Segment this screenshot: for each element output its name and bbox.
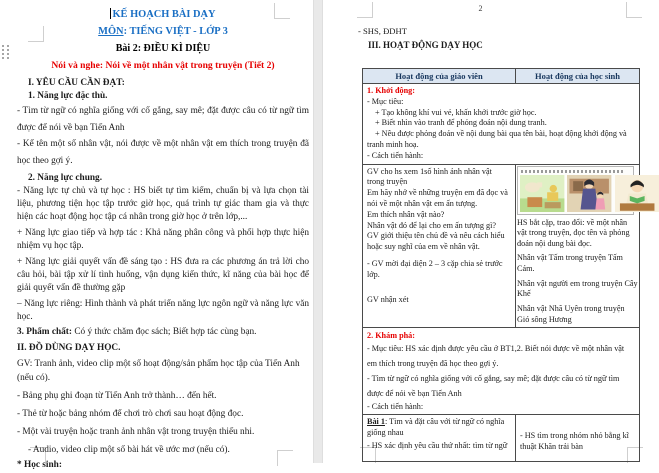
paragraph: + Năng lực giải quyết vấn đề sáng tạo : HS đưa ra các phương án trả lời cho câu hỏi, bài tập xử lí tình huống, vận dụng kiến thức, kĩ năng của bài học để giải quyết vấn đề thường gặp [17,257,309,293]
page-2[interactable] [323,0,650,463]
goal-line: - Tìm từ ngữ có nghĩa giống với cố gắng, say mê; đặt được câu có từ ngữ tìm được để nói về bạn Tiến Anh [367,373,620,398]
warmup-section-title: 1. Khởi động: [367,86,415,95]
paragraph: - Một vài truyện hoặc tranh ảnh nhân vật trong truyện thiếu nhi. [17,426,255,437]
goat-story-panel-image [520,175,564,212]
goal-line: - Mục tiêu: HS xác định được yêu cầu ở BT1,2. Biết nói được về một nhân vật em thích trong truyện đã học theo gợi ý. [367,343,625,368]
section-heading-3: III. HOẠT ĐỘNG DẠY HỌC [368,40,483,50]
paragraph: - Năng lực tự chủ và tự học : HS biết tự tìm kiếm, chuẩn bị và lựa chọn tài liệu, phương tiện học tập trước giờ học, quá trình tự giác tham gia và thực hiện các hoạt động học tập cá nhân trong giờ học ở trên lớp,... [17,186,309,222]
subsection-2: 2. Năng lực chung. [28,173,103,183]
lesson-number-title: Bài 2: ĐIỀU KÌ DIỆU [115,43,211,54]
teacher-line: GV nhận xét [367,294,409,304]
goal-line: + Biết nhìn vào tranh để phỏng đoán nội dung tranh. [375,118,547,128]
discovery-section-title: 2. Khám phá: [367,330,415,340]
table-row-warmup-goals [363,84,640,165]
goal-line: + Tạo không khí vui vẻ, khấn khởi trước giờ học. [375,107,537,117]
student-activities-header: Hoạt động của học sinh [516,69,640,84]
goal-line: - Mục tiêu: [367,96,404,106]
student-line: HS bắt cặp, trao đổi: về một nhân vật trong truyện, đọc tên và phỏng đoán nội dung bài đọc. [517,217,630,249]
paragraph: + Năng lực giao tiếp và hợp tác : Khả năng phân công và phối hợp thực hiện nhiệm vụ học tập. [17,228,309,251]
paragraph: GV: Tranh ảnh, video clip một số hoạt động/sản phẩm học tập của Tiến Anh (nếu có). [17,359,300,383]
image-caption-blurred-text [521,170,623,173]
teacher-cell [363,164,516,327]
subsection-1: 1. Năng lực đặc thù. [28,91,108,101]
paragraph: - Kể tên một số nhân vật, nói được về một nhân vật em thích trong truyện đã học theo gợi ý. [17,139,309,166]
teacher-cell [363,414,516,461]
student-line: Nhân vật người em trong truyện Cây Khế [517,278,638,299]
section-heading-2: II. ĐỒ DÙNG DẠY HỌC. [17,342,121,353]
paragraph: 3. Phẩm chất: Có ý thức chăm đọc sách; Biết hợp tác cùng bạn. [17,327,257,337]
activities-table [362,68,640,462]
page-number: 2 [478,4,483,13]
paragraph: – Năng lực riêng: Hình thành và phát triển năng lực ngôn ngữ và năng lực văn học. [17,299,309,322]
goal-line: + Nêu được phỏng đoán về nội dung bài qua tên bài, hoạt động khởi động và tranh minh hoạ. [367,129,627,149]
child-reading-panel-image [615,175,659,212]
student-line: Nhân vật Tấm trong truyện Tấm Cám. [517,252,623,273]
drag-handle-dots-icon[interactable] [2,45,11,61]
page-1[interactable] [0,0,313,470]
lesson-plan-title: KẾ HOẠCH BÀI DẠY [112,9,216,20]
subject-line: MÔN: TIẾNG VIỆT - LỚP 3 [98,26,228,37]
paragraph: - Bảng phụ ghi đoạn từ Tiến Anh trở thành… đến hết. [17,390,217,401]
page-1-content [17,8,309,473]
teacher-line: - GV mời đại diện 2 – 3 cặp chia sẻ trước lớp. [367,258,503,279]
exercise-title: Bài 1: Tìm và đặt câu với từ ngữ có nghĩa giống nhau [367,416,505,437]
teacher-line: - HS xác định yêu cầu thứ nhất: tìm từ ngữ [367,441,508,451]
table-row-exercise-1 [363,414,640,461]
students-heading: * Học sinh: [17,460,62,470]
teacher-line: Nhân vật đó để lại cho em ấn tượng gì? [367,220,497,230]
table-header-row [363,69,640,84]
teacher-line: GV giới thiệu tên chủ đề và nêu cách hiểu hoặc suy nghĩ của em về nhân vật. [367,231,505,252]
paragraph: - Thẻ từ hoặc bảng nhóm để chơi trò chơi sau hoạt động đọc. [17,408,244,419]
activity-subtitle: Nói và nghe: Nói về một nhân vật trong truyện (Tiết 2) [51,60,275,71]
teacher-line: GV cho hs xem 1số hình ảnh nhân vật trong truyện [367,166,492,187]
section-heading-1: I. YÊU CẦU CẦN ĐẠT: [28,78,125,88]
paragraph: - Audio, video clip một số bài hát về ước mơ (nếu có). [28,444,230,455]
student-line: Nhân vật Nhã Uyên trong truyện Gió sông Hương [517,304,625,324]
table-row-warmup-activity [363,164,640,327]
goal-line: - Cách tiến hành: [367,401,424,411]
woman-and-child-panel-image [567,175,611,212]
goal-line: - Cách tiến hành: [367,150,424,160]
student-line: - HS tìm trong nhóm nhỏ bằng kĩ thuật Khăn trải bàn [520,430,629,451]
paragraph: - SHS, ĐDHT [358,26,407,36]
student-cell [516,164,640,327]
teacher-activities-header: Hoạt động của giáo viên [363,69,516,84]
table-row-discovery-goals [363,327,640,414]
page-gap [313,0,323,463]
teacher-line: Em thích nhân vật nào? [367,209,445,219]
student-cell [516,414,640,461]
story-characters-image [517,166,634,215]
paragraph: - Tìm từ ngữ có nghĩa giống với cố gắng, say mê; đặt được câu có từ ngữ tìm được để nói về bạn Tiến Anh [17,106,309,133]
teacher-line: Em hãy nhớ về những truyện em đã đọc và nói về một nhân vật em ấn tượng. [367,188,508,208]
